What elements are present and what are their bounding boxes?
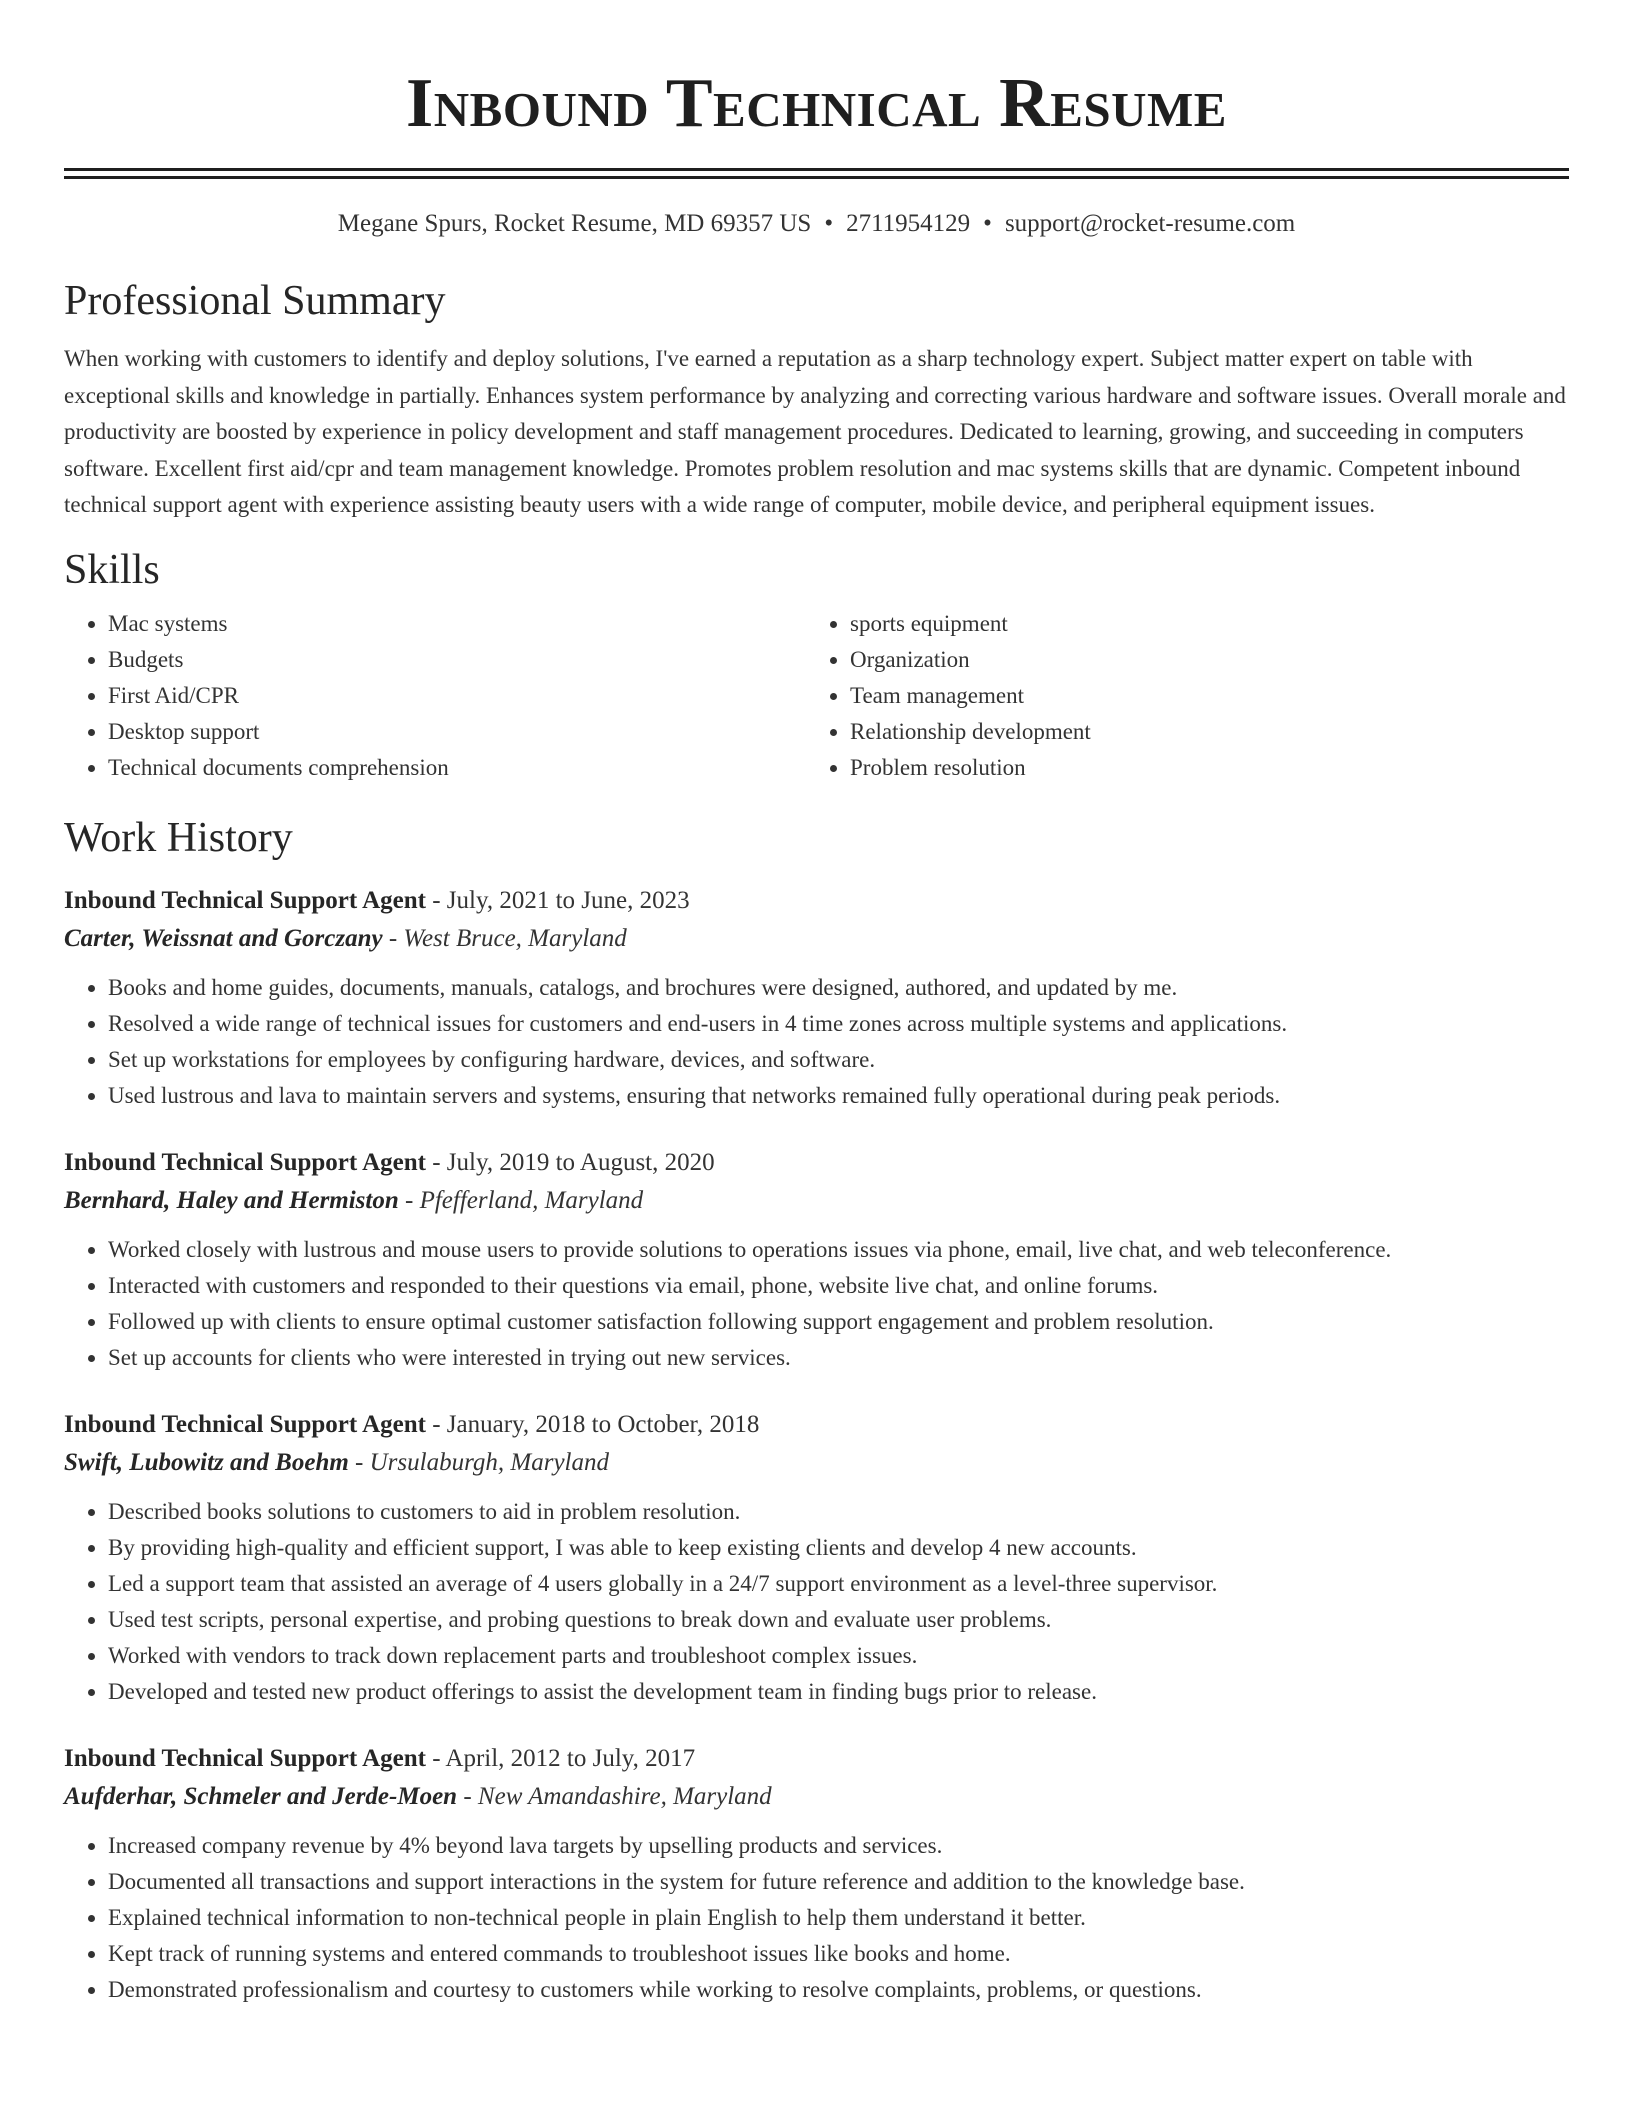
- contact-address: Megane Spurs, Rocket Resume, MD 69357 US: [337, 210, 812, 237]
- job-dash: -: [425, 886, 447, 914]
- job-bullet: • Interacted with customers and responded to their questions via email, phone, website live chat, and online forums.: [108, 1268, 1569, 1304]
- job-entry: [64, 1406, 1569, 1710]
- job-title-line: [64, 882, 1569, 920]
- job-role: Inbound Technical Support Agent: [64, 1744, 426, 1772]
- job-bullets: [64, 1494, 1569, 1710]
- skill-item: • Mac systems: [108, 606, 806, 642]
- job-bullet: • Demonstrated professionalism and courtesy to customers while working to resolve complaints, problems, or questions.: [108, 1972, 1569, 2008]
- skills-heading: Skills: [64, 546, 160, 593]
- job-dash: -: [425, 1744, 446, 1772]
- job-dates: April, 2012 to July, 2017: [445, 1744, 696, 1772]
- job-bullet: • Led a support team that assisted an average of 4 users globally in a 24/7 support environment as a level-three supervisor.: [108, 1566, 1569, 1602]
- title-double-rule: [64, 168, 1569, 179]
- skills-column-right: [806, 606, 1548, 786]
- job-company-line: [64, 1444, 1569, 1482]
- skills-list: [64, 606, 1569, 786]
- job-entry: [64, 1144, 1569, 1376]
- job-dates: January, 2018 to October, 2018: [446, 1410, 760, 1438]
- job-bullet: • Used lustrous and lava to maintain servers and systems, ensuring that networks remained fully operational during peak periods.: [108, 1078, 1569, 1114]
- job-company: Bernhard, Haley and Hermiston: [64, 1186, 399, 1214]
- job-title-line: [64, 1144, 1569, 1182]
- job-title-line: [64, 1406, 1569, 1444]
- contact-separator: •: [824, 210, 834, 237]
- job-bullets: [64, 1828, 1569, 2008]
- skill-item: • Organization: [850, 642, 1548, 678]
- job-entry: [64, 882, 1569, 1114]
- job-company: Carter, Weissnat and Gorczany: [64, 924, 383, 952]
- job-location: New Amandashire, Maryland: [477, 1782, 772, 1810]
- job-location: Ursulaburgh, Maryland: [369, 1448, 609, 1476]
- job-company-line: [64, 1778, 1569, 1816]
- contact-phone: 2711954129: [846, 210, 971, 237]
- skills-column-left: [64, 606, 806, 786]
- job-dates: July, 2019 to August, 2020: [446, 1148, 715, 1176]
- job-bullet: • Worked closely with lustrous and mouse users to provide solutions to operations issues via phone, email, live chat, and web teleconference.: [108, 1232, 1569, 1268]
- job-dash: -: [425, 1148, 447, 1176]
- job-bullet: • Described books solutions to customers to aid in problem resolution.: [108, 1494, 1569, 1530]
- job-dash: -: [348, 1448, 370, 1476]
- job-bullet: • Worked with vendors to track down replacement parts and troubleshoot complex issues.: [108, 1638, 1569, 1674]
- job-company: Aufderhar, Schmeler and Jerde-Moen: [64, 1782, 458, 1810]
- job-bullet: • Resolved a wide range of technical issues for customers and end-users in 4 time zones across multiple systems and applications.: [108, 1006, 1569, 1042]
- skill-item: • Budgets: [108, 642, 806, 678]
- job-bullets: [64, 970, 1569, 1114]
- job-bullet: • Used test scripts, personal expertise, and probing questions to break down and evaluate user problems.: [108, 1602, 1569, 1638]
- skill-item: • Technical documents comprehension: [108, 750, 806, 786]
- job-dash: -: [398, 1186, 420, 1214]
- contact-separator: •: [983, 210, 992, 237]
- skill-item: • First Aid/CPR: [108, 678, 806, 714]
- resume-title: Inbound Technical Resume: [406, 65, 1227, 142]
- resume-page: [64, 0, 1569, 2008]
- job-bullet: • Books and home guides, documents, manuals, catalogs, and brochures were designed, authored, and updated by me.: [108, 970, 1569, 1006]
- job-bullet: • Documented all transactions and support interactions in the system for future reference and addition to the knowledge base.: [108, 1864, 1569, 1900]
- job-title-line: [64, 1740, 1569, 1778]
- summary-heading: Professional Summary: [64, 278, 446, 324]
- skill-item: • Desktop support: [108, 714, 806, 750]
- job-bullet: • Developed and tested new product offerings to assist the development team in finding bugs prior to release.: [108, 1674, 1569, 1710]
- job-role: Inbound Technical Support Agent: [64, 1148, 426, 1176]
- job-dash: -: [382, 924, 404, 952]
- summary-text: When working with customers to identify and deploy solutions, I've earned a reputation as a sharp technology expert. Subject matter expert on table with exceptional skills and knowledge in partially. Enhances system performance by analyzing and correcting various hardware and software issues. Overall morale and productivity are boosted by experience in policy development and staff management procedures. Dedicated to learning, growing, and succeeding in computers software. Excellent first aid/cpr and team management knowledge. Promotes problem resolution and mac systems skills that are dynamic. Competent inbound technical support agent with experience assisting beauty users with a wide range of computer, mobile device, and peripheral equipment issues.: [64, 346, 1566, 517]
- job-bullet: • Followed up with clients to ensure optimal customer satisfaction following support engagement and problem resolution.: [108, 1304, 1569, 1340]
- job-dates: July, 2021 to June, 2023: [446, 886, 690, 914]
- job-bullets: [64, 1232, 1569, 1376]
- job-location: Pfefferland, Maryland: [419, 1186, 644, 1214]
- job-bullet: • Set up workstations for employees by configuring hardware, devices, and software.: [108, 1042, 1569, 1078]
- contact-line: [64, 207, 1569, 241]
- work-history-heading: Work History: [64, 814, 293, 861]
- job-role: Inbound Technical Support Agent: [64, 1410, 426, 1438]
- job-location: West Bruce, Maryland: [403, 924, 627, 952]
- skill-item: • sports equipment: [850, 606, 1548, 642]
- skill-item: • Relationship development: [850, 714, 1548, 750]
- job-role: Inbound Technical Support Agent: [64, 886, 426, 914]
- job-dash: -: [425, 1410, 447, 1438]
- job-bullet: • By providing high-quality and efficient support, I was able to keep existing clients and develop 4 new accounts.: [108, 1530, 1569, 1566]
- contact-email[interactable]: support@rocket-resume.com: [1004, 210, 1296, 237]
- skill-item: • Team management: [850, 678, 1548, 714]
- job-company: Swift, Lubowitz and Boehm: [64, 1448, 349, 1476]
- job-bullet: • Set up accounts for clients who were interested in trying out new services.: [108, 1340, 1569, 1376]
- skill-item: • Problem resolution: [850, 750, 1548, 786]
- job-entry: [64, 1740, 1569, 2008]
- job-company-line: [64, 920, 1569, 958]
- job-bullet: • Increased company revenue by 4% beyond lava targets by upselling products and services.: [108, 1828, 1569, 1864]
- job-company-line: [64, 1182, 1569, 1220]
- job-dash: -: [457, 1782, 478, 1810]
- job-bullet: • Explained technical information to non-technical people in plain English to help them understand it better.: [108, 1900, 1569, 1936]
- job-bullet: • Kept track of running systems and entered commands to troubleshoot issues like books and home.: [108, 1936, 1569, 1972]
